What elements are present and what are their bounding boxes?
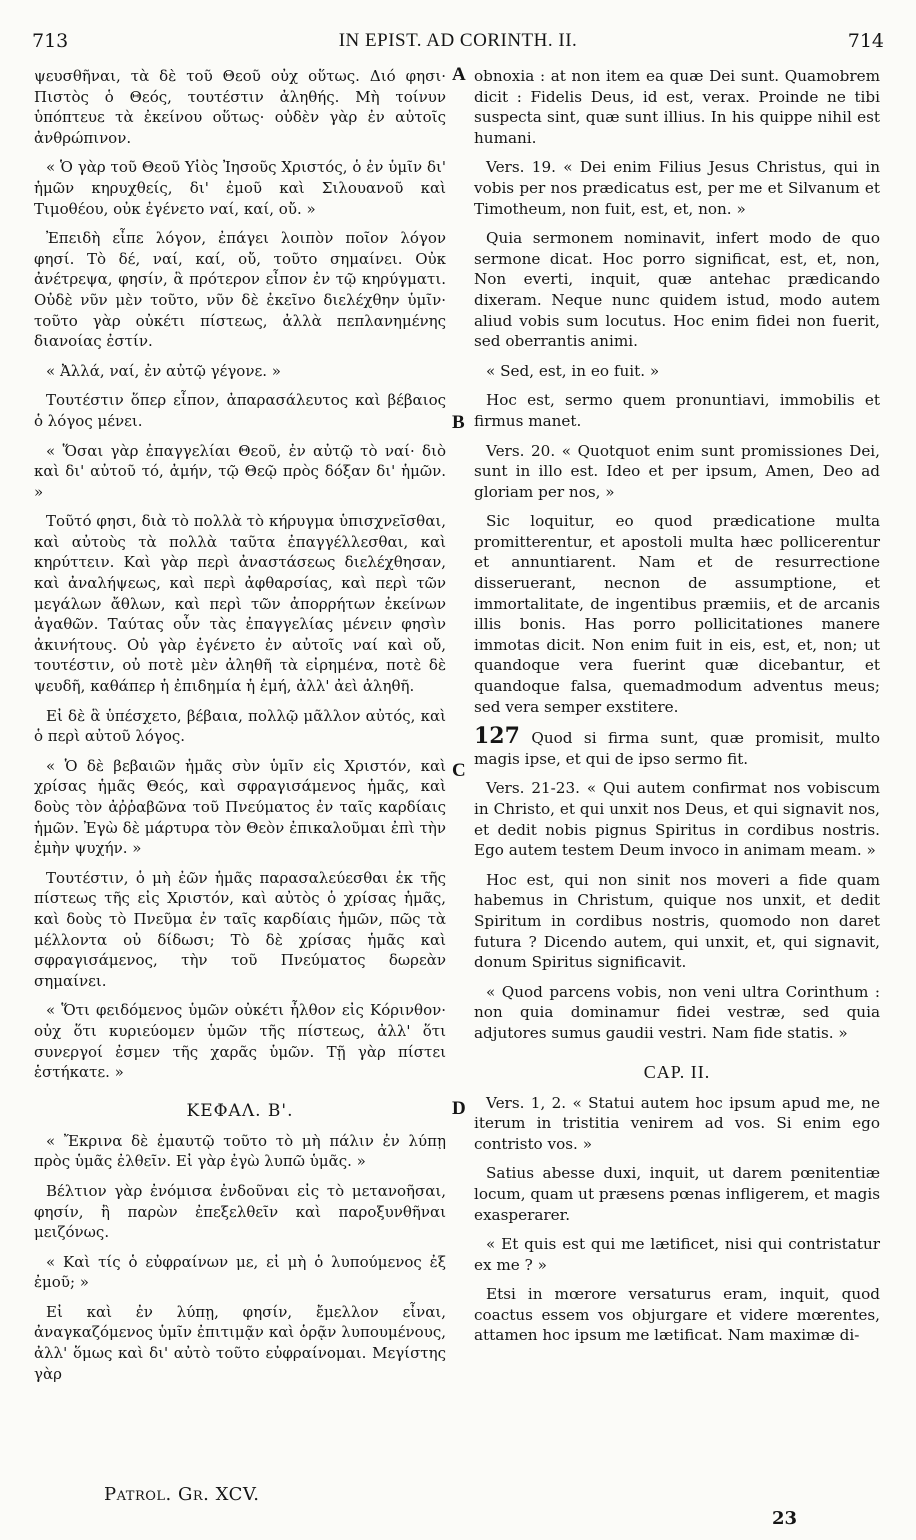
greek-paragraph: « Ἀλλά, ναί, ἐν αὐτῷ γέγονε. » xyxy=(46,361,281,380)
latin-paragraph: Satius abesse duxi, inquit, ut darem pœnitentiæ locum, quam ut præsens pœnas infligerem, et magis exasperarer. xyxy=(474,1164,880,1224)
latin-paragraph: Vers. 21-23. « Qui autem confirmat nos vobiscum in Christo, et qui unxit nos Deus, et qui signavit nos, et dedit nobis pignus Spiritus in cordibus nostris. Ego autem testem Deum invoco in animam meam. » xyxy=(474,779,880,860)
latin-paragraph: « Quod parcens vobis, non veni ultra Corinthum : non quia dominamur fidei vestræ, sed quia adjutores sumus gaudii vestri. Nam fide statis. » xyxy=(474,982,880,1042)
page-number-left: 713 xyxy=(32,30,69,52)
greek-paragraph: Τουτέστιν, ὁ μὴ ἐῶν ἡμᾶς παρασαλεύεσθαι ἐκ τῆς πίστεως τῆς εἰς Χριστόν, καὶ αὐτὸς ὁ χρίσας ἡμᾶς, καὶ δοὺς τὸ Πνεῦμα ἐν ταῖς καρδίαις ἡμῶν, πῶς τὰ μέλλοντα οὐ δίδωσι; Τὸ δὲ χρίσας ἡμᾶς καὶ σφραγισάμενος, τὴν τοῦ Πνεύματος δωρεὰν σημαίνει. xyxy=(34,868,446,990)
running-header xyxy=(0,30,916,56)
latin-paragraph xyxy=(474,723,880,769)
margin-letter-b: B xyxy=(452,412,465,433)
footer-signature: Patrol. Gr. XCV. xyxy=(104,1484,260,1505)
running-title: IN EPIST. AD CORINTH. II. xyxy=(338,30,578,51)
latin-paragraph: Sic loquitur, eo quod prædicatione multa promitterentur, et apostoli multa hæc pollicerentur et annuntiarent. Nam et de resurrectione disseruerant, necnon de assumptione, et immortalitate, de ingentibus præmiis, et de arcanis illis bonis. Has porro pollicitationes manere immotas dicit. Non enim fuit in eis, est, et, non; ut quandoque vera fuerint quæ dicebantur, et quandoque falsa, quemadmodum adventus meus; sed vera semper exstitere. xyxy=(474,512,880,716)
greek-paragraph: Βέλτιον γὰρ ἐνόμισα ἐνδοῦναι εἰς τὸ μετανοῆσαι, φησίν, ἢ παρὼν ἐπεξελθεῖν καὶ παροξυνθῆναι μειζόνως. xyxy=(34,1181,446,1242)
latin-paragraph: obnoxia : at non item ea quæ Dei sunt. Quamobrem dicit : Fidelis Deus, id est, verax. Proinde ne tibi suspecta sint, quæ sunt illius. In his quippe nihil est humani. xyxy=(474,67,880,147)
greek-paragraph: « Ἔκρινα δὲ ἐμαυτῷ τοῦτο τὸ μὴ πάλιν ἐν λύπῃ πρὸς ὑμᾶς ἐλθεῖν. Εἰ γὰρ ἐγὼ λυπῶ ὑμᾶς. » xyxy=(34,1131,446,1171)
latin-paragraph: Hoc est, sermo quem pronuntiavi, immobilis et firmus manet. xyxy=(474,391,880,430)
greek-column xyxy=(34,66,446,1393)
greek-paragraph: Τουτέστιν ὅπερ εἶπον, ἀπαρασάλευτος καὶ βέβαιος ὁ λόγος μένει. xyxy=(34,391,446,430)
latin-paragraph: Hoc est, qui non sinit nos moveri a fide quam habemus in Christum, quique nos unxit, et dedit Spiritum in cordibus nostris, quomodo non daret futura ? Dicendo autem, qui unxit, et, qui signavit, donum Spiritus significavit. xyxy=(474,870,880,972)
greek-paragraph: « Ὅσαι γὰρ ἐπαγγελίαι Θεοῦ, ἐν αὐτῷ τὸ ναί· διὸ καὶ δι' αὐτοῦ τό, ἀμήν, τῷ Θεῷ πρὸς δόξαν δι' ἡμῶν. » xyxy=(34,441,446,501)
greek-paragraph: « Ὁ γὰρ τοῦ Θεοῦ Υἱὸς Ἰησοῦς Χριστός, ὁ ἐν ὑμῖν δι' ἡμῶν κηρυχθείς, δι' ἐμοῦ καὶ Σιλουανοῦ καὶ Τιμοθέου, οὐκ ἐγένετο ναί, καί, οὔ. » xyxy=(34,158,446,218)
latin-paragraph: « Et quis est qui me lætificet, nisi qui contristatur ex me ? » xyxy=(474,1235,880,1274)
margin-letter-d: D xyxy=(452,1098,466,1119)
greek-paragraph: « Ὁ δὲ βεβαιῶν ἡμᾶς σὺν ὑμῖν εἰς Χριστόν, καὶ χρίσας ἡμᾶς Θεός, καὶ σφραγισάμενος ἡμᾶς, καὶ δοὺς τὸν ἀῤῥαβῶνα τοῦ Πνεύματος ἐν ταῖς καρδίαις ἡμῶν. Ἐγὼ δὲ μάρτυρα τὸν Θεὸν ἐπικαλοῦμαι ἐπὶ τὴν ἐμὴν ψυχήν. » xyxy=(34,756,446,858)
greek-paragraph: « Ὅτι φειδόμενος ὑμῶν οὐκέτι ἦλθον εἰς Κόρινθον· οὐχ ὅτι κυριεύομεν ὑμῶν τῆς πίστεως, ἀλλ' ὅτι συνεργοί ἐσμεν τῆς χαρᾶς ὑμῶν. Τῇ γὰρ πίστει ἑστήκατε. » xyxy=(34,1001,446,1082)
greek-paragraph: Τοῦτό φησι, διὰ τὸ πολλὰ τὸ κήρυγμα ὑπισχνεῖσθαι, καὶ αὐτοὺς τὰ πολλὰ ταῦτα ἐπαγγέλλεσθαι, καὶ κηρύττειν. Καὶ γὰρ περὶ ἀναστάσεως διελέχθησαν, καὶ ἀναλήψεως, καὶ περὶ ἀφθαρσίας, καὶ περὶ τῶν μεγάλων ἄθλων, καὶ περὶ τῶν ἀπορρήτων ἐκείνων ἀγαθῶν. Ταύτας οὖν τὰς ἐπαγγελίας μένειν φησὶν ἀκινήτους. Οὐ γὰρ ἐγένετο ἐν αὐτοῖς ναί καὶ οὔ, τουτέστιν, οὐ ποτὲ μὲν ἀληθῆ τὰ εἰρημένα, ποτὲ δὲ ψευδῆ, καθάπερ ἡ ἐπιδημία ἡ ἐμή, ἀλλ' ἀεὶ ἀληθῆ. xyxy=(34,512,446,696)
greek-paragraph: Ἐπειδὴ εἶπε λόγον, ἐπάγει λοιπὸν ποῖον λόγον φησί. Τὸ δέ, ναί, καί, οὔ, τοῦτο σημαίνει. Οὐκ ἀνέτρεψα, φησίν, ἃ πρότερον εἶπον ἐν τῷ κηρύγματι. Οὐδὲ νῦν μὲν τοῦτο, νῦν δὲ ἐκεῖνο διελέχθην ὑμῖν· τοῦτο γὰρ οὐκέτι πίστεως, ἀλλὰ πεπλανημένης διανοίας ἐστίν. xyxy=(34,229,446,351)
greek-chapter-heading: ΚΕΦΑΛ. Β'. xyxy=(186,1100,294,1121)
latin-paragraph: Vers. 20. « Quotquot enim sunt promissiones Dei, sunt in illo est. Ideo et per ipsum, Amen, Deo ad gloriam per nos, » xyxy=(474,441,880,501)
column-number: 127 xyxy=(474,723,520,750)
latin-chapter-heading: CAP. II. xyxy=(643,1061,711,1082)
page-number-right: 714 xyxy=(847,30,884,52)
greek-paragraph: Εἰ δὲ ἃ ὑπέσχετο, βέβαια, πολλῷ μᾶλλον αὐτός, καὶ ὁ περὶ αὐτοῦ λόγος. xyxy=(34,706,446,746)
margin-letter-c: C xyxy=(452,760,466,781)
greek-paragraph: « Καὶ τίς ὁ εὐφραίνων με, εἰ μὴ ὁ λυπούμενος ἐξ ἐμοῦ; » xyxy=(34,1252,446,1292)
margin-letter-a: A xyxy=(452,64,466,85)
latin-paragraph: Vers. 19. « Dei enim Filius Jesus Christus, qui in vobis per nos prædicatus est, per me et Silvanum et Timotheum, non fuit, est, et, non. » xyxy=(474,158,880,218)
greek-paragraph: ψευσθῆναι, τὰ δὲ τοῦ Θεοῦ οὐχ οὕτως. Διό φησι· Πιστὸς ὁ Θεός, τουτέστιν ἀληθής. Μὴ τοίνυν ὑπόπτευε τὰ ἐκείνου οὕτως· οὐδὲν γὰρ ἐν αὐτοῖς ἀνθρώπινον. xyxy=(34,67,446,147)
latin-paragraph: Quia sermonem nominavit, infert modo de quo sermone dicat. Hoc porro significat, est, et, non, Non everti, inquit, quæ antehac prædicando dixeram. Neque nunc quidem istud, modo autem aliud vobis sum locutus. Hoc enim fidei non fuerit, sed oberrantis animi. xyxy=(474,229,880,351)
greek-paragraph: Εἰ καὶ ἐν λύπῃ, φησίν, ἔμελλον εἶναι, ἀναγκαζόμενος ὑμῖν ἐπιτιμᾷν καὶ ὁρᾷν λυπουμένους, ἀλλ' ὅμως καὶ δι' αὐτὸ τοῦτο εὐφραίνομαι. Μεγίστης γὰρ xyxy=(34,1302,446,1383)
latin-paragraph: Vers. 1, 2. « Statui autem hoc ipsum apud me, ne iterum in tristitia venirem ad vos. Si enim ego contristo vos. » xyxy=(474,1093,880,1153)
latin-paragraph: Etsi in mœrore versaturus eram, inquit, quod coactus essem vos objurgare et videre mœrentes, attamen hoc ipsum me lætificat. Nam maximæ di- xyxy=(474,1285,880,1345)
latin-paragraph: « Sed, est, in eo fuit. » xyxy=(486,361,660,380)
latin-column xyxy=(474,66,880,1355)
latin-paragraph-text: Quod si firma sunt, quæ promisit, multo magis ipse, et qui de ipso sermo fit. xyxy=(474,729,880,768)
footer-signature-number: 23 xyxy=(772,1508,798,1529)
